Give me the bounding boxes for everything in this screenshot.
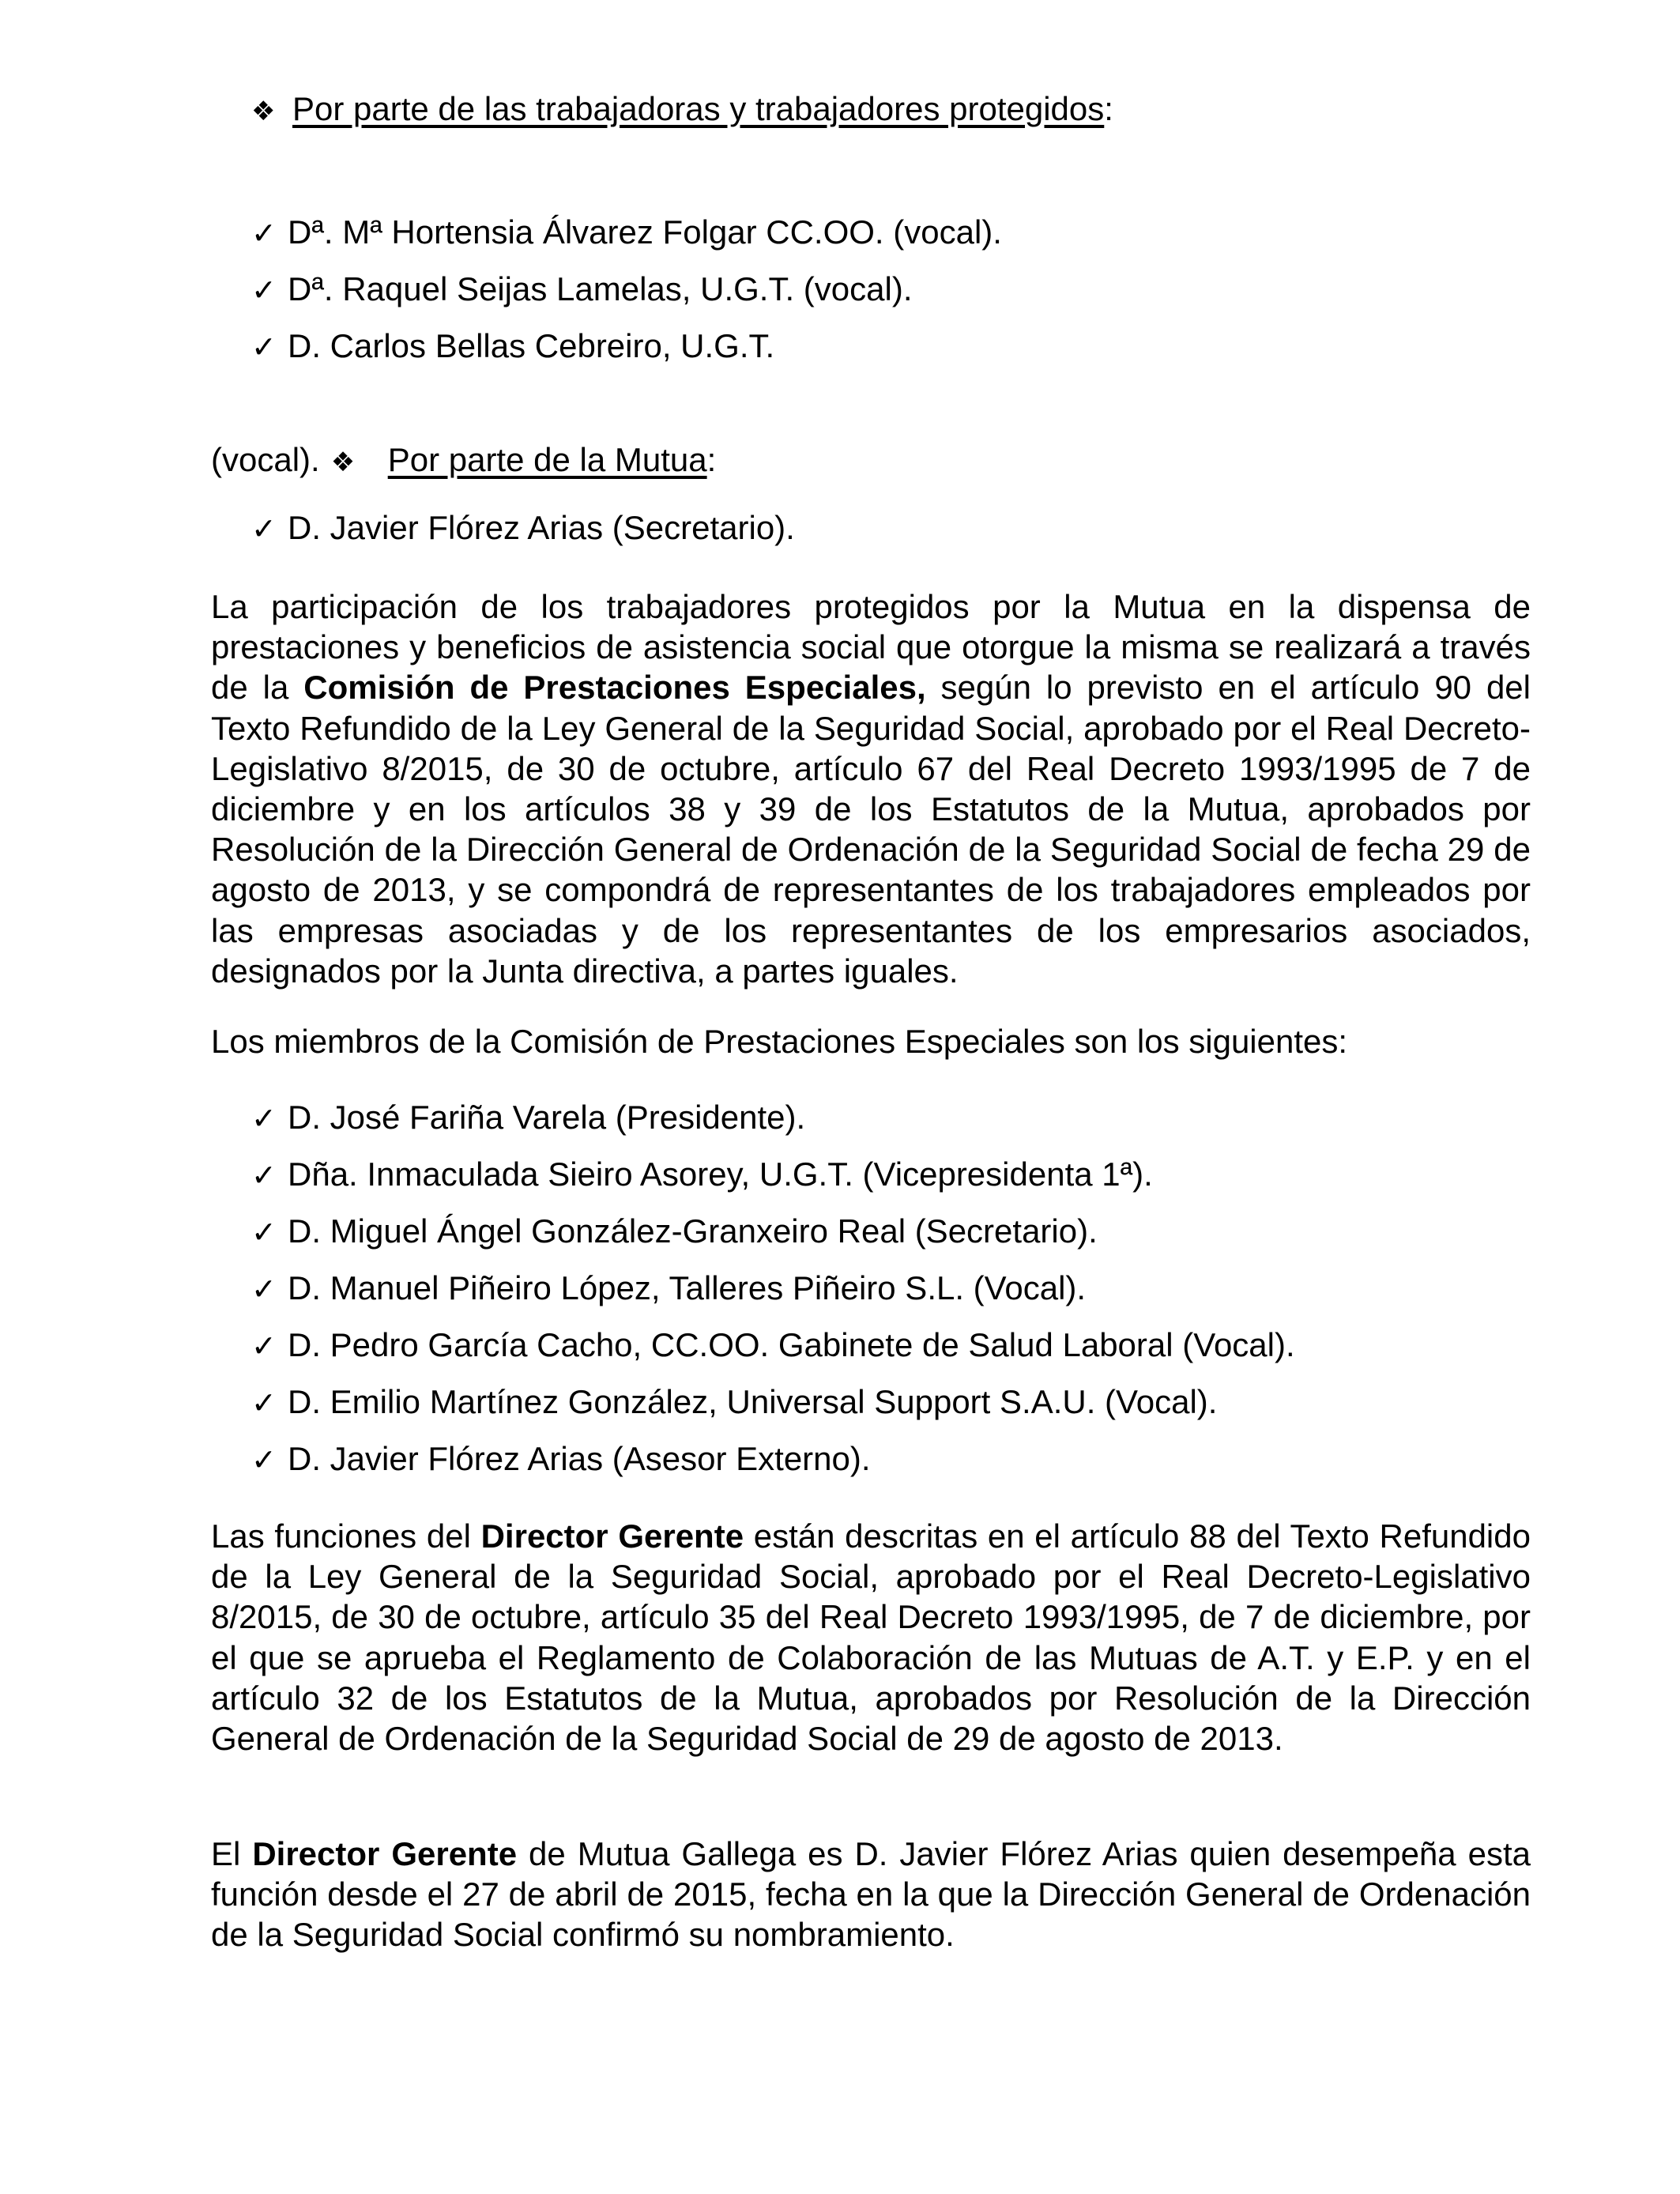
paragraph-text: El (211, 1835, 253, 1872)
list-item-text: Dª. Mª Hortensia Álvarez Folgar CC.OO. (vocal). (288, 213, 1002, 251)
list-item-text: D. José Fariña Varela (Presidente). (288, 1099, 806, 1136)
paragraph-text: de Mutua Gallega es D. Javier Flórez Arias quien desempeña esta función desde el 27 de abril de 2015, fecha en la que la Dirección General de Ordenación de la Seguridad Social confirmó su nombramiento. (211, 1835, 1531, 1954)
list-item (251, 1438, 871, 1481)
list-item-text: D. Manuel Piñeiro López, Talleres Piñeiro S.L. (Vocal). (288, 1269, 1087, 1306)
list-item (251, 326, 774, 368)
list-item (251, 212, 1002, 254)
commission-intro: Los miembros de la Comisión de Prestaciones Especiales son los siguientes: (211, 1023, 1348, 1060)
checkmark-icon: ✓ (251, 331, 277, 364)
checkmark-icon: ✓ (251, 1103, 277, 1136)
section-workers-title: Por parte de las trabajadoras y trabajadores protegidos (292, 90, 1105, 127)
list-item (251, 507, 795, 550)
list-item-text: Dª. Raquel Seijas Lamelas, U.G.T. (vocal). (288, 270, 913, 307)
section-mutua-title: Por parte de la Mutua (387, 441, 707, 478)
list-item-text: D. Javier Flórez Arias (Secretario). (288, 509, 795, 546)
paragraph-commission (211, 586, 1531, 991)
list-item (251, 1097, 805, 1140)
list-item (251, 1325, 1295, 1367)
section-mutua-heading (211, 439, 716, 483)
list-item (251, 1268, 1086, 1310)
paragraph-text: según lo previsto en el artículo 90 del Texto Refundido de la Ley General de la Seguridad Social, aprobado por el Real Decreto-Legislativo 8/2015, de 30 de octubre, artículo 67 del Real Decreto 1993/1995 de 7 de diciembre y en los artículos 38 y 39 de los Estatutos de la Mutua, aprobados por Resolución de la Dirección General de Ordenación de la Seguridad Social de fecha 29 de agosto de 2013, y se compondrá de representantes de los trabajadores empleados por las empresas asociadas y de los representantes de los empresarios asociados, designados por la Junta directiva, a partes iguales. (211, 669, 1531, 990)
list-item-text: Dña. Inmaculada Sieiro Asorey, U.G.T. (Vicepresidenta 1ª). (288, 1155, 1153, 1193)
paragraph-text: Las funciones del (211, 1517, 481, 1555)
paragraph-bold-text: Comisión de Prestaciones Especiales, (303, 669, 926, 707)
checkmark-icon: ✓ (251, 1216, 277, 1250)
checkmark-icon: ✓ (251, 1273, 277, 1306)
checkmark-icon: ✓ (251, 1330, 277, 1363)
paragraph-text: están descritas en el artículo 88 del Texto Refundido de la Ley General de la Seguridad Social, aprobado por el Real Decreto-Legislativo 8/2015, de 30 de octubre, artículo 35 del Real Decreto 1993/1995, de 7 de diciembre, por el que se aprueba el Reglamento de Colaboración de las Mutuas de A.T. y E.P. y en el artículo 32 de los Estatutos de la Mutua, aprobados por Resolución de la Dirección General de Ordenación de la Seguridad Social de 29 de agosto de 2013. (211, 1517, 1531, 1758)
diamond-bullet-icon: ❖ (251, 96, 276, 126)
checkmark-icon: ✓ (251, 1444, 277, 1477)
section-workers-colon: : (1104, 90, 1113, 127)
section-workers-heading (251, 89, 1113, 132)
section-mutua-colon: : (706, 441, 717, 478)
paragraph-text: La participación de los trabajadores protegidos por la Mutua en la dispensa de prestaciones y beneficios de asistencia social que otorgue la misma se realizará a través de la (211, 588, 1531, 707)
checkmark-icon: ✓ (251, 1159, 277, 1193)
list-item (251, 1382, 1217, 1424)
list-item (251, 1154, 1153, 1197)
paragraph-director-name (211, 1834, 1531, 1955)
list-item (251, 269, 913, 311)
list-item-text: D. Miguel Ángel González-Granxeiro Real (Secretario). (288, 1212, 1098, 1250)
paragraph-bold-text: Director Gerente (252, 1835, 518, 1872)
diamond-bullet-icon: ❖ (330, 447, 356, 477)
list-item-text: D. Javier Flórez Arias (Asesor Externo). (288, 1440, 871, 1477)
paragraph-director-functions (211, 1516, 1531, 1759)
vocal-prefix: (vocal). (211, 441, 320, 478)
list-item-text: D. Pedro García Cacho, CC.OO. Gabinete de Salud Laboral (Vocal). (288, 1326, 1295, 1363)
checkmark-icon: ✓ (251, 1387, 277, 1420)
checkmark-icon: ✓ (251, 513, 277, 546)
list-item (251, 1211, 1098, 1253)
paragraph-bold-text: Director Gerente (480, 1517, 744, 1555)
list-item-text: D. Emilio Martínez González, Universal Support S.A.U. (Vocal). (288, 1383, 1218, 1420)
checkmark-icon: ✓ (251, 274, 277, 307)
checkmark-icon: ✓ (251, 217, 277, 251)
list-item-text: D. Carlos Bellas Cebreiro, U.G.T. (288, 327, 775, 364)
